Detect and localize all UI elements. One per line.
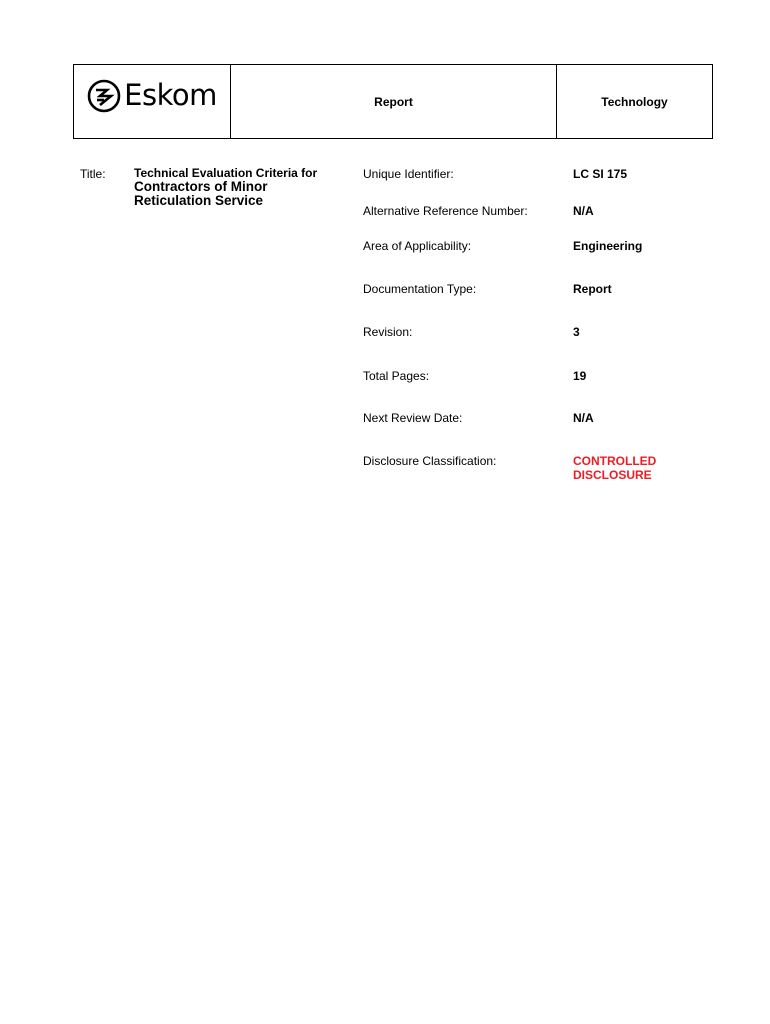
document-title: [134, 166, 344, 208]
logo-cell: [74, 65, 231, 138]
field-label: Area of Applicability:: [363, 239, 472, 253]
title-line-2: Contractors of Minor: [134, 179, 268, 194]
field-value: Engineering: [573, 239, 643, 253]
header-report-cell: Report: [231, 65, 557, 138]
title-label: Title:: [80, 167, 106, 181]
field-label: Unique Identifier:: [363, 167, 454, 181]
title-line-3: Reticulation Service: [134, 193, 264, 208]
title-line-1: Technical Evaluation Criteria for: [134, 166, 318, 180]
field-label: Total Pages:: [363, 369, 430, 383]
eskom-logo: [87, 79, 217, 113]
disclosure-value: [573, 454, 693, 482]
field-label: Alternative Reference Number:: [363, 204, 528, 218]
disclosure-line-1: CONTROLLED: [573, 454, 657, 468]
field-value: 3: [573, 325, 580, 339]
field-label: Next Review Date:: [363, 411, 463, 425]
field-label: Revision:: [363, 325, 413, 339]
logo-wordmark: Eskom: [124, 78, 217, 112]
disclosure-line-2: DISCLOSURE: [573, 468, 652, 482]
field-value: N/A: [573, 204, 594, 218]
field-label: Documentation Type:: [363, 282, 477, 296]
eskom-emblem-icon: [87, 79, 121, 113]
field-value: 19: [573, 369, 587, 383]
document-header-table: [73, 64, 713, 139]
header-technology-cell: Technology: [601, 94, 668, 109]
field-value: Report: [573, 282, 612, 296]
field-value: N/A: [573, 411, 594, 425]
field-value: LC SI 175: [573, 167, 628, 181]
field-label: Disclosure Classification:: [363, 454, 497, 468]
